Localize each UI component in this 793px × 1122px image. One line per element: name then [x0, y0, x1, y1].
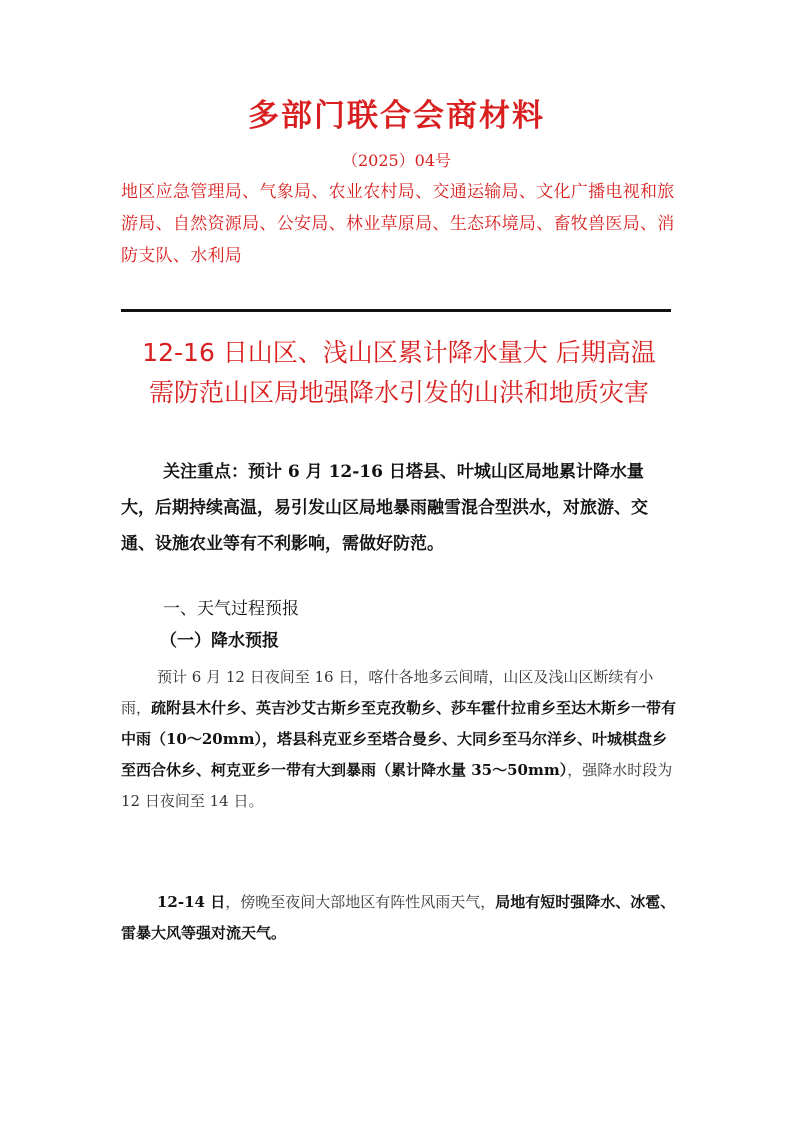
issuing-departments: 地区应急管理局、气象局、农业农村局、交通运输局、文化广播电视和旅游局、自然资源局、公安局、林业草原局、生态环境局、畜牧兽医局、消防支队、水利局: [121, 182, 675, 266]
p2-bold: 局地有短时强降水、冰雹、雷暴大风等强对流天气。: [121, 893, 676, 942]
p1-intro: 预计 6 月 12 日夜间至 16 日，喀什各地多云间晴，山区及浅山区断续有小雨，: [121, 668, 654, 717]
subsection-heading: （一）降水预报: [160, 631, 279, 651]
headline-line-1: 12-16 日山区、浅山区累计降水量大 后期高温: [142, 338, 656, 367]
p2-lead: 12-14 日: [157, 893, 226, 911]
headline-line-2: 需防范山区局地强降水引发的山洪和地质灾害: [148, 378, 649, 407]
headline: [121, 333, 677, 413]
focus-text: 关注重点：预计 6 月 12-16 日塔县、叶城山区局地累计降水量大，后期持续高温，易引发山区局地暴雨融雪混合型洪水，对旅游、交通、设施农业等有不利影响，需做好防范。: [121, 462, 648, 554]
p1-tail: ，强降水时段为 12 日夜间至 14 日。: [121, 761, 673, 810]
header-divider: [121, 309, 671, 312]
focus-paragraph: [121, 454, 677, 562]
document-title: 多部门联合会商材料: [248, 98, 545, 134]
precipitation-paragraph: [121, 662, 677, 817]
section-heading: 一、天气过程预报: [163, 599, 299, 619]
p1-bold: 疏附县木什乡、英吉沙艾古斯乡至克孜勒乡、莎车霍什拉甫乡至达木斯乡一带有中雨（10～20mm），塔县科克亚乡至塔合曼乡、大同乡至马尔洋乡、叶城棋盘乡至西合休乡、柯克亚乡一带有大到暴雨（累计降水量 35～50mm）: [121, 699, 677, 779]
p2-mid: ，傍晚至夜间大部地区有阵性风雨天气，: [225, 893, 496, 911]
document-number: （2025）04号: [341, 151, 452, 170]
convection-paragraph: [121, 887, 677, 949]
